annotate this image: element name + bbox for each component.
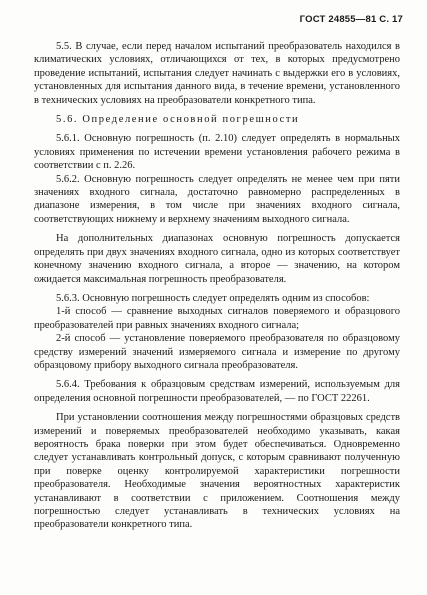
method-2: 2-й способ — установление поверяемого преобразователя по образцовому средству измерений значений измеряемого сигнала и измерение по другому образцовому прибору выходного сигнала преобразователя. [34, 333, 400, 371]
paragraph-5-6-1: 5.6.1. Основную погрешность (п. 2.10) следует определять в нормальных условиях применения по истечении времени установления рабочего режима в соответствии с п. 2.26. [34, 133, 400, 172]
paragraph-5-6-2: 5.6.2. Основную погрешность следует определять не менее чем при пяти значениях входного сигнала, достаточно равномерно распределенных в диапазоне измерения, в том числе при значениях входного сигнала, соответствующих нижнему и верхнему значениям выходного сигнала. [34, 173, 400, 225]
method-1: 1-й способ — сравнение выходных сигналов поверяемого и образцового преобразователей при равных значениях входного сигнала; [34, 306, 400, 331]
page-body [34, 40, 400, 532]
paragraph-5-6-4: 5.6.4. Требования к образцовым средствам измерений, используемым для определения основной погрешности преобразователей, — по ГОСТ 22261. [34, 379, 400, 404]
section-heading-5-6: 5.6. Определение основной погрешности [56, 114, 300, 126]
paragraph-additional-ranges: На дополнительных диапазонах основную погрешность допускается определять при двух значениях входного сигнала, одно из которых соответствует конечному значению входного сигнала, а второе — значению, на котором ожидается максимальная погрешность преобразователя. [34, 233, 400, 285]
paragraph-5-6-3: 5.6.3. Основную погрешность следует определять одним из способов: [56, 292, 370, 304]
page-header: ГОСТ 24855—81 С. 17 [299, 14, 403, 25]
paragraph-error-ratio: При установлении соотношения между погрешностями образцовых средств измерений и поверяемых преобразователей необходимо указывать, какая вероятность брака поверки при этом будет обеспечиваться. Одновременно следует устанавливать контрольный допуск, с которым сравнивают полученную при поверке оценку контролируемой характеристики погрешности преобразователя. Необходимые значения вероятностных характеристик устанавливают в соответствии с приложением. Соотношения между погрешностью следует устанавливать в технических условиях на преобразователи конкретного типа. [34, 412, 400, 531]
paragraph-5-5: 5.5. В случае, если перед началом испытаний преобразователь находился в климатических условиях, отличающихся от тех, в которых предусмотрено проведение испытаний, испытания следует начинать с выдержки его в условиях, установленных для испытания данного вида, в течение времени, установленного в технических условиях на преобразователи конкретного типа. [34, 41, 400, 106]
